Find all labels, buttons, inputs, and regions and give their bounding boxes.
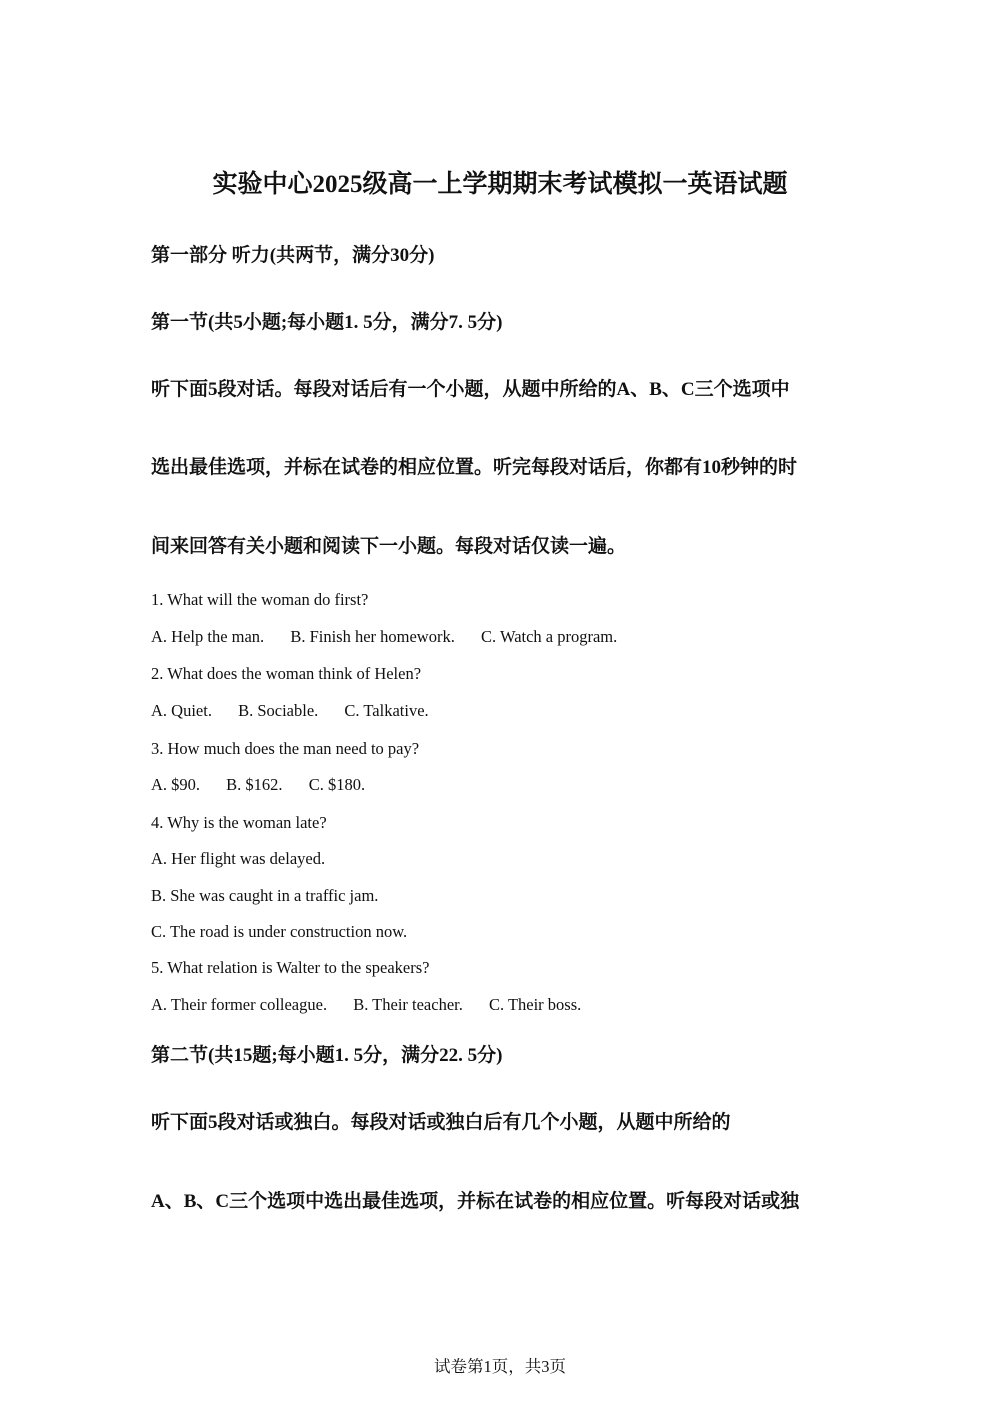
option-a: A. Quiet.	[151, 701, 212, 720]
part1-heading: 第一部分 听力(共两节，满分30分)	[151, 245, 435, 266]
section1-heading: 第一节(共5小题;每小题1. 5分，满分7. 5分)	[151, 312, 503, 333]
option-c: C. $180.	[308, 775, 366, 794]
section1-instruction-line: 选出最佳选项，并标在试卷的相应位置。听完每段对话后，你都有10秒钟的时	[151, 457, 798, 478]
section2-heading: 第二节(共15题;每小题1. 5分，满分22. 5分)	[151, 1045, 503, 1066]
option-c: C. The road is under construction now.	[151, 922, 408, 941]
option-b: B. She was caught in a traffic jam.	[151, 886, 379, 905]
section1-instruction-line: 间来回答有关小题和阅读下一小题。每段对话仅读一遍。	[151, 536, 627, 557]
exam-title: 实验中心2025级高一上学期期末考试模拟一英语试题	[212, 171, 788, 198]
option-a: A. Her flight was delayed.	[151, 849, 326, 868]
question-stem: 4. Why is the woman late?	[151, 813, 327, 832]
question-options	[151, 774, 365, 796]
question-options	[151, 994, 581, 1016]
option-a: A. Help the man.	[151, 627, 265, 646]
section1-instruction-line: 听下面5段对话。每段对话后有一个小题，从题中所给的A、B、C三个选项中	[151, 379, 790, 400]
section2-instruction-line: A、B、C三个选项中选出最佳选项，并标在试卷的相应位置。听每段对话或独	[151, 1191, 800, 1212]
question-options	[151, 700, 429, 722]
option-b: B. Sociable.	[238, 701, 319, 720]
question-stem: 1. What will the woman do first?	[151, 590, 369, 609]
question-stem: 3. How much does the man need to pay?	[151, 739, 420, 758]
page-footer: 试卷第1页，共3页	[434, 1357, 566, 1376]
option-b: B. Finish her homework.	[290, 627, 455, 646]
option-c: C. Talkative.	[344, 701, 429, 720]
question-stem: 2. What does the woman think of Helen?	[151, 664, 422, 683]
option-a: A. $90.	[151, 775, 201, 794]
option-c: C. Watch a program.	[480, 627, 618, 646]
option-a: A. Their former colleague.	[151, 995, 328, 1014]
section2-instruction-line: 听下面5段对话或独白。每段对话或独白后有几个小题，从题中所给的	[151, 1112, 731, 1133]
option-b: B. $162.	[226, 775, 283, 794]
option-b: B. Their teacher.	[353, 995, 463, 1014]
question-options	[151, 626, 617, 648]
option-c: C. Their boss.	[488, 995, 582, 1014]
question-stem: 5. What relation is Walter to the speakers?	[151, 958, 430, 977]
